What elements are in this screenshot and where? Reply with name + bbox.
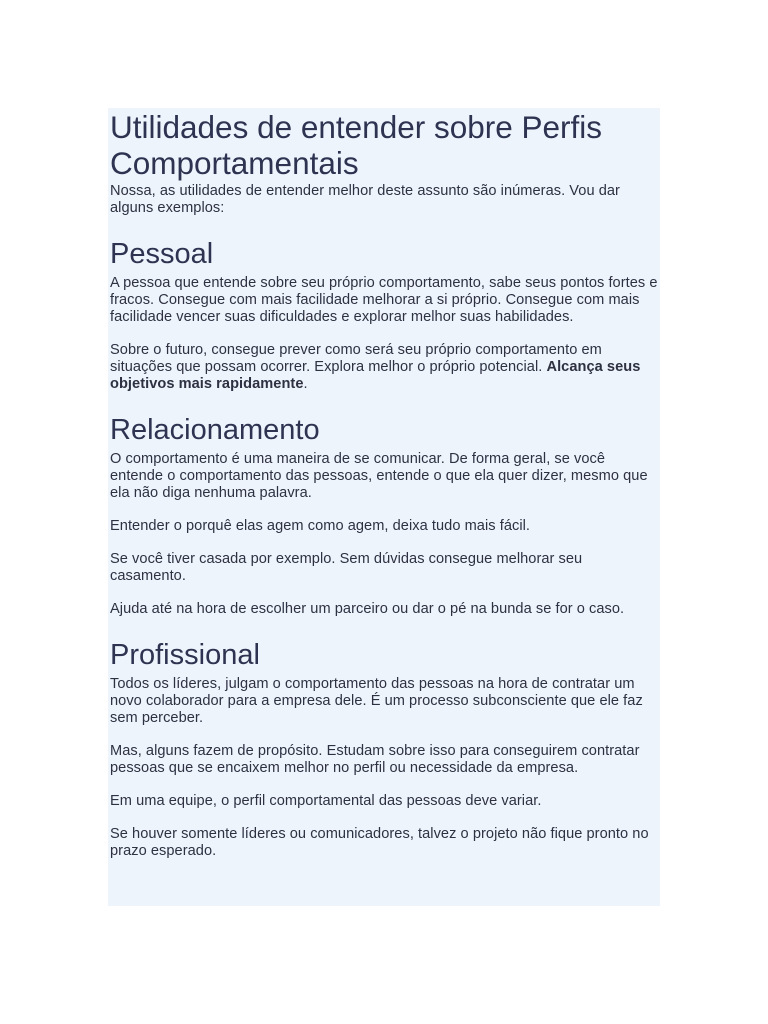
section-heading-relacionamento: Relacionamento	[110, 414, 320, 446]
pessoal-bold-text: Alcança seus objetivos mais rapidamente	[110, 359, 641, 392]
pessoal-bold-suffix: .	[303, 376, 308, 392]
pessoal-paragraph-2-text: Sobre o futuro, consegue prever como será seu próprio comportamento em situações que possam ocorrer. Explora melhor o próprio potencial.	[110, 342, 602, 375]
relacionamento-paragraph-4: Ajuda até na hora de escolher um parceiro ou dar o pé na bunda se for o caso.	[110, 601, 625, 617]
document-content	[108, 109, 660, 860]
section-heading-profissional: Profissional	[110, 639, 260, 671]
profissional-paragraph-2: Mas, alguns fazem de propósito. Estudam sobre isso para conseguirem contratar pessoas que se encaixem melhor no perfil ou necessidade da empresa.	[110, 743, 640, 776]
document-body	[108, 108, 660, 906]
profissional-paragraph-3: Em uma equipe, o perfil comportamental das pessoas deve variar.	[110, 793, 542, 809]
relacionamento-paragraph-3: Se você tiver casada por exemplo. Sem dúvidas consegue melhorar seu casamento.	[110, 551, 583, 584]
section-heading-pessoal: Pessoal	[110, 238, 214, 270]
pessoal-paragraph-1: A pessoa que entende sobre seu próprio comportamento, sabe seus pontos fortes e fracos. Consegue com mais facilidade melhorar a si próprio. Consegue com mais facilidade vencer suas dificuldades e explorar melhor suas habilidades.	[110, 275, 658, 325]
profissional-paragraph-4: Se houver somente líderes ou comunicadores, talvez o projeto não fique pronto no prazo esperado.	[110, 826, 649, 859]
pessoal-paragraph-2	[110, 342, 660, 393]
relacionamento-paragraph-1: O comportamento é uma maneira de se comunicar. De forma geral, se você entende o comportamento das pessoas, entende o que ela quer dizer, mesmo que ela não diga nenhuma palavra.	[110, 451, 648, 501]
profissional-paragraph-1: Todos os líderes, julgam o comportamento das pessoas na hora de contratar um novo colaborador para a empresa dele. É um processo subconsciente que ele faz sem perceber.	[110, 676, 643, 726]
page-title: Utilidades de entender sobre Perfis Comportamentais	[110, 109, 603, 181]
intro-paragraph: Nossa, as utilidades de entender melhor deste assunto são inúmeras. Vou dar alguns exemplos:	[110, 183, 620, 216]
relacionamento-paragraph-2: Entender o porquê elas agem como agem, deixa tudo mais fácil.	[110, 518, 531, 534]
